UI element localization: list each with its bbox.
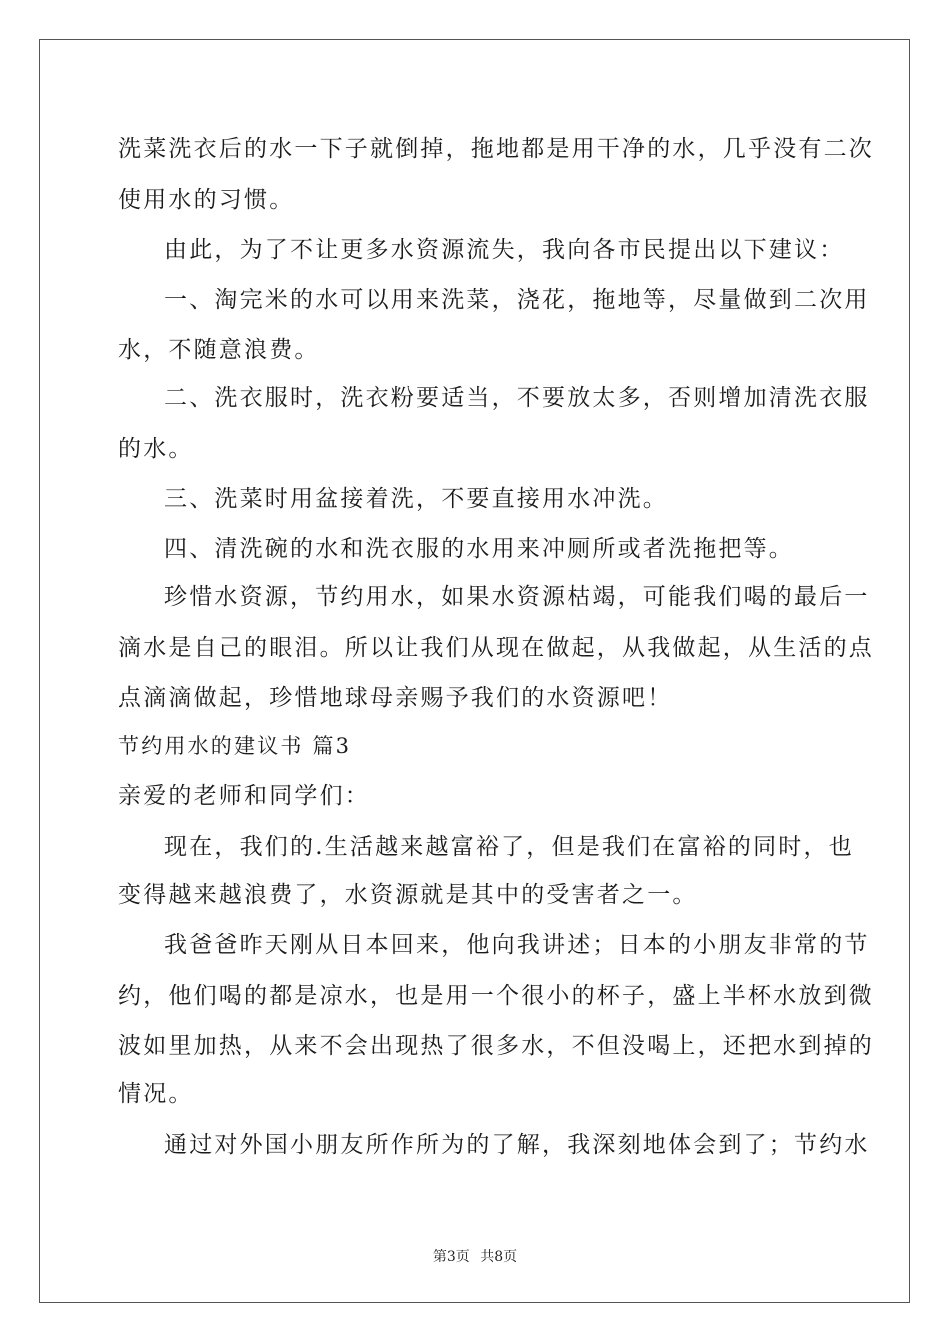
text-line: 约，他们喝的都是凉水，也是用一个很小的杯子，盛上半杯水放到微 [118, 983, 874, 1009]
text-line: 波如里加热，从来不会出现热了很多水，不但没喝上，还把水到掉的 [118, 1033, 874, 1059]
text-line: 变得越来越浪费了，水资源就是其中的受害者之一。 [118, 882, 698, 908]
text-line: 情况。 [118, 1081, 194, 1107]
text-line: 滴水是自己的眼泪。所以让我们从现在做起，从我做起，从生活的点 [118, 635, 874, 661]
text-line: 使用水的习惯。 [118, 187, 295, 213]
text-line: 现在，我们的.生活越来越富裕了，但是我们在富裕的同时，也 [164, 834, 854, 860]
salutation: 亲爱的老师和同学们： [118, 783, 370, 809]
page-frame [39, 39, 910, 1303]
text-line: 四、清洗碗的水和洗衣服的水用来冲厕所或者洗拖把等。 [164, 536, 794, 562]
text-line: 二、洗衣服时，洗衣粉要适当，不要放太多，否则增加清洗衣服 [164, 385, 870, 411]
text-line: 洗菜洗衣后的水一下子就倒掉，拖地都是用干净的水，几乎没有二次 [118, 136, 874, 162]
text-line: 水，不随意浪费。 [118, 337, 320, 363]
page-total: 共8页 [480, 1249, 518, 1265]
text-line: 珍惜水资源，节约用水，如果水资源枯竭，可能我们喝的最后一 [164, 584, 870, 610]
section-heading: 节约用水的建议书 篇3 [118, 734, 352, 758]
text-line: 我爸爸昨天刚从日本回来，他向我讲述；日本的小朋友非常的节 [164, 932, 870, 958]
text-line: 三、洗菜时用盆接着洗，不要直接用水冲洗。 [164, 486, 668, 512]
text-line: 一、淘完米的水可以用来洗菜，浇花，拖地等，尽量做到二次用 [164, 287, 870, 313]
text-line: 点滴滴做起，珍惜地球母亲赐予我们的水资源吧！ [118, 685, 673, 711]
text-line: 的水。 [118, 436, 194, 462]
text-line: 由此，为了不让更多水资源流失，我向各市民提出以下建议： [164, 237, 845, 263]
text-line: 通过对外国小朋友所作所为的了解，我深刻地体会到了；节约水 [164, 1132, 870, 1158]
page-number: 第3页 [432, 1249, 470, 1265]
page-footer [0, 1248, 950, 1266]
